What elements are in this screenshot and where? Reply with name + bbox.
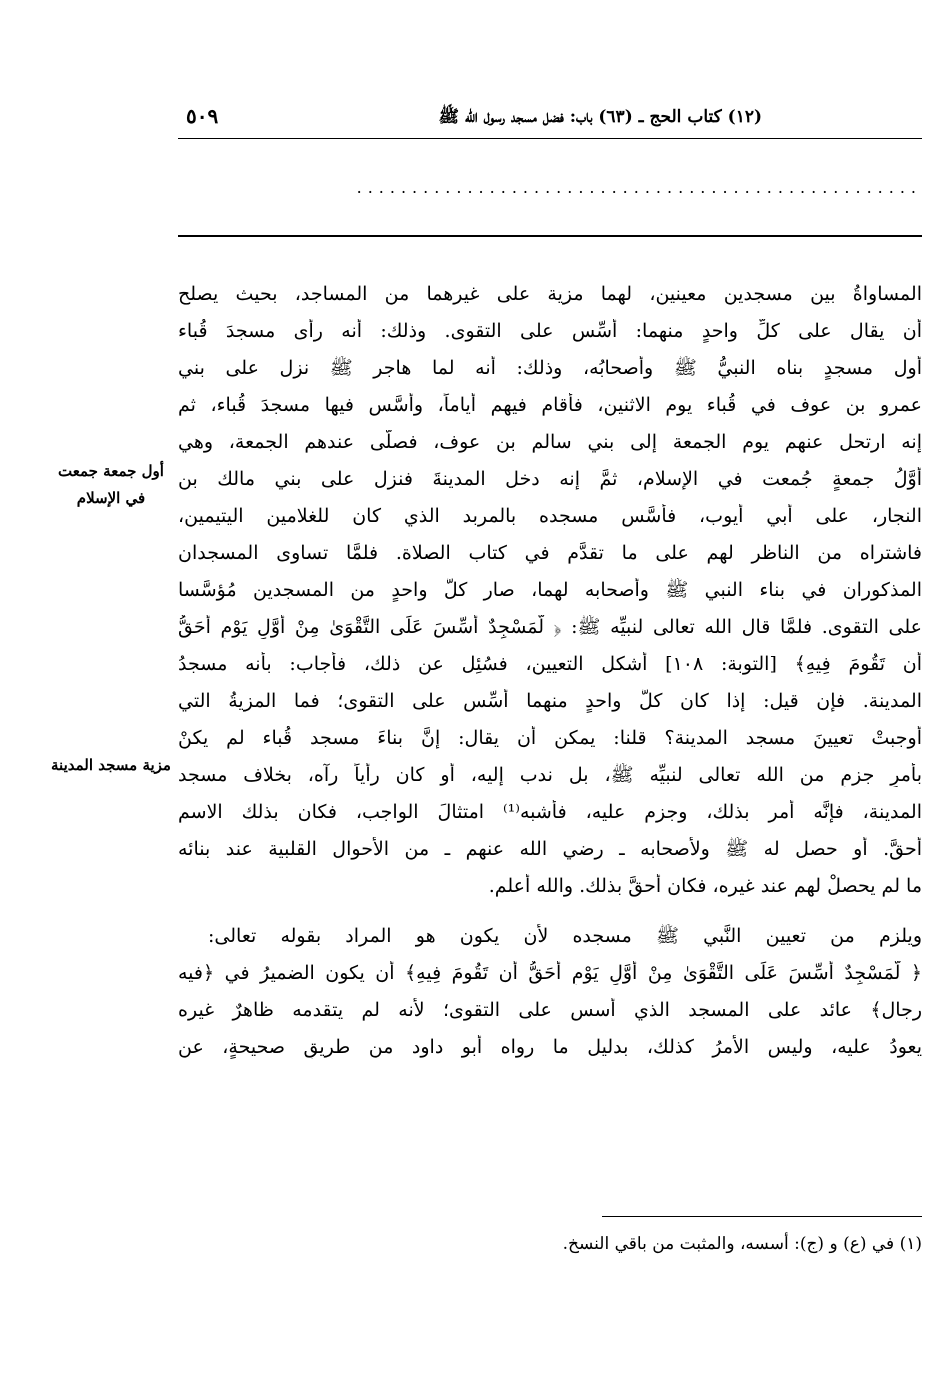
body-line: المدينة. فإن قيل: إذا كان كلُّ واحدٍ منهما أُسِّس على التقوى؛ فما المزيةُ التي (178, 690, 922, 712)
body-line: عمرو بن عوف في قُباء يوم الاثنين، فأقام فيهم أياماً، وأسَّس فيها مسجدَ قُباء، ثم (178, 394, 922, 416)
body-line: أول مسجدٍ بناه النبيُّ ﷺ وأصحابُه، وذلك: أنه لما هاجر ﷺ نزل على بني (178, 357, 922, 379)
running-header-title: (١٢) كتاب الحج ـ (٦٣) باب: فضل مسجد رسول الله ﷺ (438, 107, 762, 127)
body-line: النجار، على أبي أيوب، فأسَّس مسجده بالمربد الذي كان للغلامين اليتيمين، (178, 505, 922, 527)
margin-note: أول جمعة جمعت في الإسلام (58, 462, 164, 507)
body-line: ما لم يحصلْ لهم عند غيره، فكان أحقَّ بذلك. والله أعلم. (488, 875, 922, 897)
body-line: المدينة، فإنَّه أمر بذلك، وجزم عليه، فأشبه⁽¹⁾ امتثالَ الواجب، فكان بذلك الاسم (178, 801, 922, 823)
omission-dots: ................................................... (356, 178, 922, 197)
body-line: يعودُ عليه، وليس الأمرُ كذلك، بدليل ما رواه أبو داود من طريقٍ صحيحةٍ، عن (178, 1036, 922, 1058)
body-line: أوَّلُ جمعةٍ جُمعت في الإسلام، ثمَّ إنه دخل المدينةَ فنزل على بني مالك بن (178, 468, 922, 490)
body-line: بأمرِ جزمٍ من الله تعالى لنبيِّه ﷺ، بل ندب إليه، أو كان رأياً رآه، بخلاف مسجد (178, 764, 922, 786)
footnote: (١) في (ع) و (ج): أسسه، والمثبت من باقي النسخ. (562, 1234, 922, 1254)
running-header (178, 100, 922, 134)
body-line: ﴿ لَّمَسْجِدٌ أُسِّسَ عَلَى التَّقْوَىٰ مِنْ أَوَّلِ يَوْمٍ أَحَقُّ أَن تَقُومَ فِيهِ﴾ أن يكون الضميرُ في ﴿فيه (178, 962, 922, 984)
body-line: ويلزم من تعيين النَّبي ﷺ مسجده لأن يكون هو المراد بقوله تعالى: (208, 925, 922, 947)
body-line: أحقَّ. أو حصل له ﷺ ولأصحابه ـ رضي الله عنهم ـ من الأحوال القلبية عند بنائه (178, 838, 922, 860)
body-line: أَن تَقُومَ فِيهِ﴾ [التوبة: ١٠٨] أشكل التعيين، فسُئِل عن ذلك، فأجاب: بأنه مسجدُ (178, 653, 922, 675)
body-line: أن يقال على كلِّ واحدٍ منهما: أُسِّس على التقوى. وذلك: أنه رأى مسجدَ قُباء (178, 320, 922, 342)
header-rule (178, 138, 922, 139)
body-line: إنه ارتحل عنهم يوم الجمعة إلى بني سالم بن عوف، فصلَّى عندهم الجمعة، وهي (178, 431, 922, 453)
footnote-rule (602, 1216, 922, 1217)
body-line: على التقوى. فلمَّا قال الله تعالى لنبيِّه ﷺ: ﴿ لَّمَسْجِدٌ أُسِّسَ عَلَى التَّقْوَىٰ مِنْ أَوَّلِ يَوْمٍ أَحَقُّ (178, 616, 922, 638)
page-number: ٥٠٩ (186, 104, 219, 128)
body-line: المذكوران في بناء النبي ﷺ وأصحابه لهما، صار كلُّ واحدٍ من المسجدين مُؤسَّسا (178, 579, 922, 601)
body-line: رجال﴾ عائد على المسجد الذي أسس على التقوى؛ لأنه لم يتقدمه ظاهرٌ غيره (178, 999, 922, 1021)
margin-note: مزية مسجد المدينة (51, 756, 171, 774)
section-rule (178, 235, 922, 237)
body-line: أوجبتْ تعيينَ مسجد المدينة؟ قلنا: يمكن أن يقال: إنَّ بناءَ مسجد قُباء لم يكنْ (178, 727, 922, 749)
body-line: المساواةُ بين مسجدين معينين، لهما مزية على غيرهما من المساجد، بحيث يصلح (178, 283, 922, 305)
body-line: فاشتراه من الناظر لهم على ما تقدَّم في كتاب الصلاة. فلمَّا تساوى المسجدان (178, 542, 922, 564)
